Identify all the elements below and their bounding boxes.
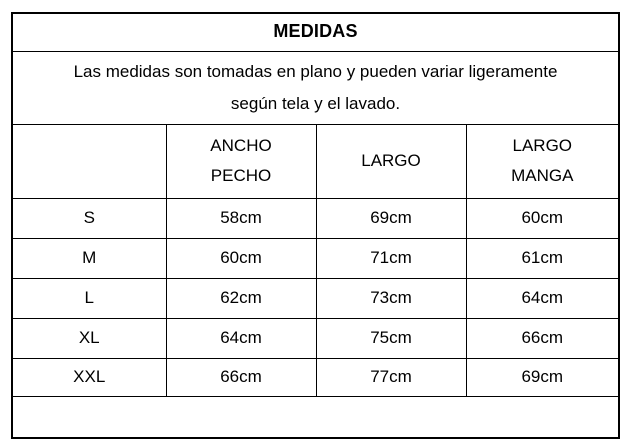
- largo-manga-value: 61cm: [466, 238, 619, 278]
- ancho-pecho-value: 64cm: [166, 318, 316, 358]
- size-measurement-table: [11, 12, 620, 439]
- largo-value: 75cm: [316, 318, 466, 358]
- ancho-pecho-value: 60cm: [166, 238, 316, 278]
- size-label: XXL: [12, 358, 166, 396]
- largo-manga-value: 66cm: [466, 318, 619, 358]
- table-header-row: [12, 124, 619, 198]
- table-row-size-m: [12, 238, 619, 278]
- header-ancho-pecho-line1: ANCHO: [210, 136, 272, 155]
- largo-manga-value: 64cm: [466, 278, 619, 318]
- ancho-pecho-value: 62cm: [166, 278, 316, 318]
- largo-value: 71cm: [316, 238, 466, 278]
- table-row-size-xl: [12, 318, 619, 358]
- header-largo-manga-line1: LARGO: [512, 136, 573, 155]
- table-row: [12, 51, 619, 124]
- largo-value: 77cm: [316, 358, 466, 396]
- table-row-size-l: [12, 278, 619, 318]
- table-row-size-xxl: [12, 358, 619, 396]
- ancho-pecho-value: 66cm: [166, 358, 316, 396]
- size-label: XL: [12, 318, 166, 358]
- empty-footer-cell: [12, 396, 619, 438]
- table-row-size-s: [12, 198, 619, 238]
- header-size-blank: [12, 124, 166, 198]
- table-row: [12, 13, 619, 51]
- note-line-2: según tela y el lavado.: [230, 93, 401, 113]
- header-largo-manga-line2: MANGA: [511, 166, 574, 185]
- header-largo: LARGO: [316, 124, 466, 198]
- size-label: S: [12, 198, 166, 238]
- largo-manga-value: 69cm: [466, 358, 619, 396]
- largo-manga-value: 60cm: [466, 198, 619, 238]
- header-ancho-pecho: [166, 124, 316, 198]
- measurement-note: [12, 51, 619, 124]
- header-largo-manga: [466, 124, 619, 198]
- ancho-pecho-value: 58cm: [166, 198, 316, 238]
- largo-value: 69cm: [316, 198, 466, 238]
- header-ancho-pecho-line2: PECHO: [210, 166, 272, 185]
- table-row-empty: [12, 396, 619, 438]
- table-title: MEDIDAS: [12, 13, 619, 51]
- size-label: M: [12, 238, 166, 278]
- size-label: L: [12, 278, 166, 318]
- note-line-1: Las medidas son tomadas en plano y pueden variar ligeramente: [73, 61, 558, 81]
- largo-value: 73cm: [316, 278, 466, 318]
